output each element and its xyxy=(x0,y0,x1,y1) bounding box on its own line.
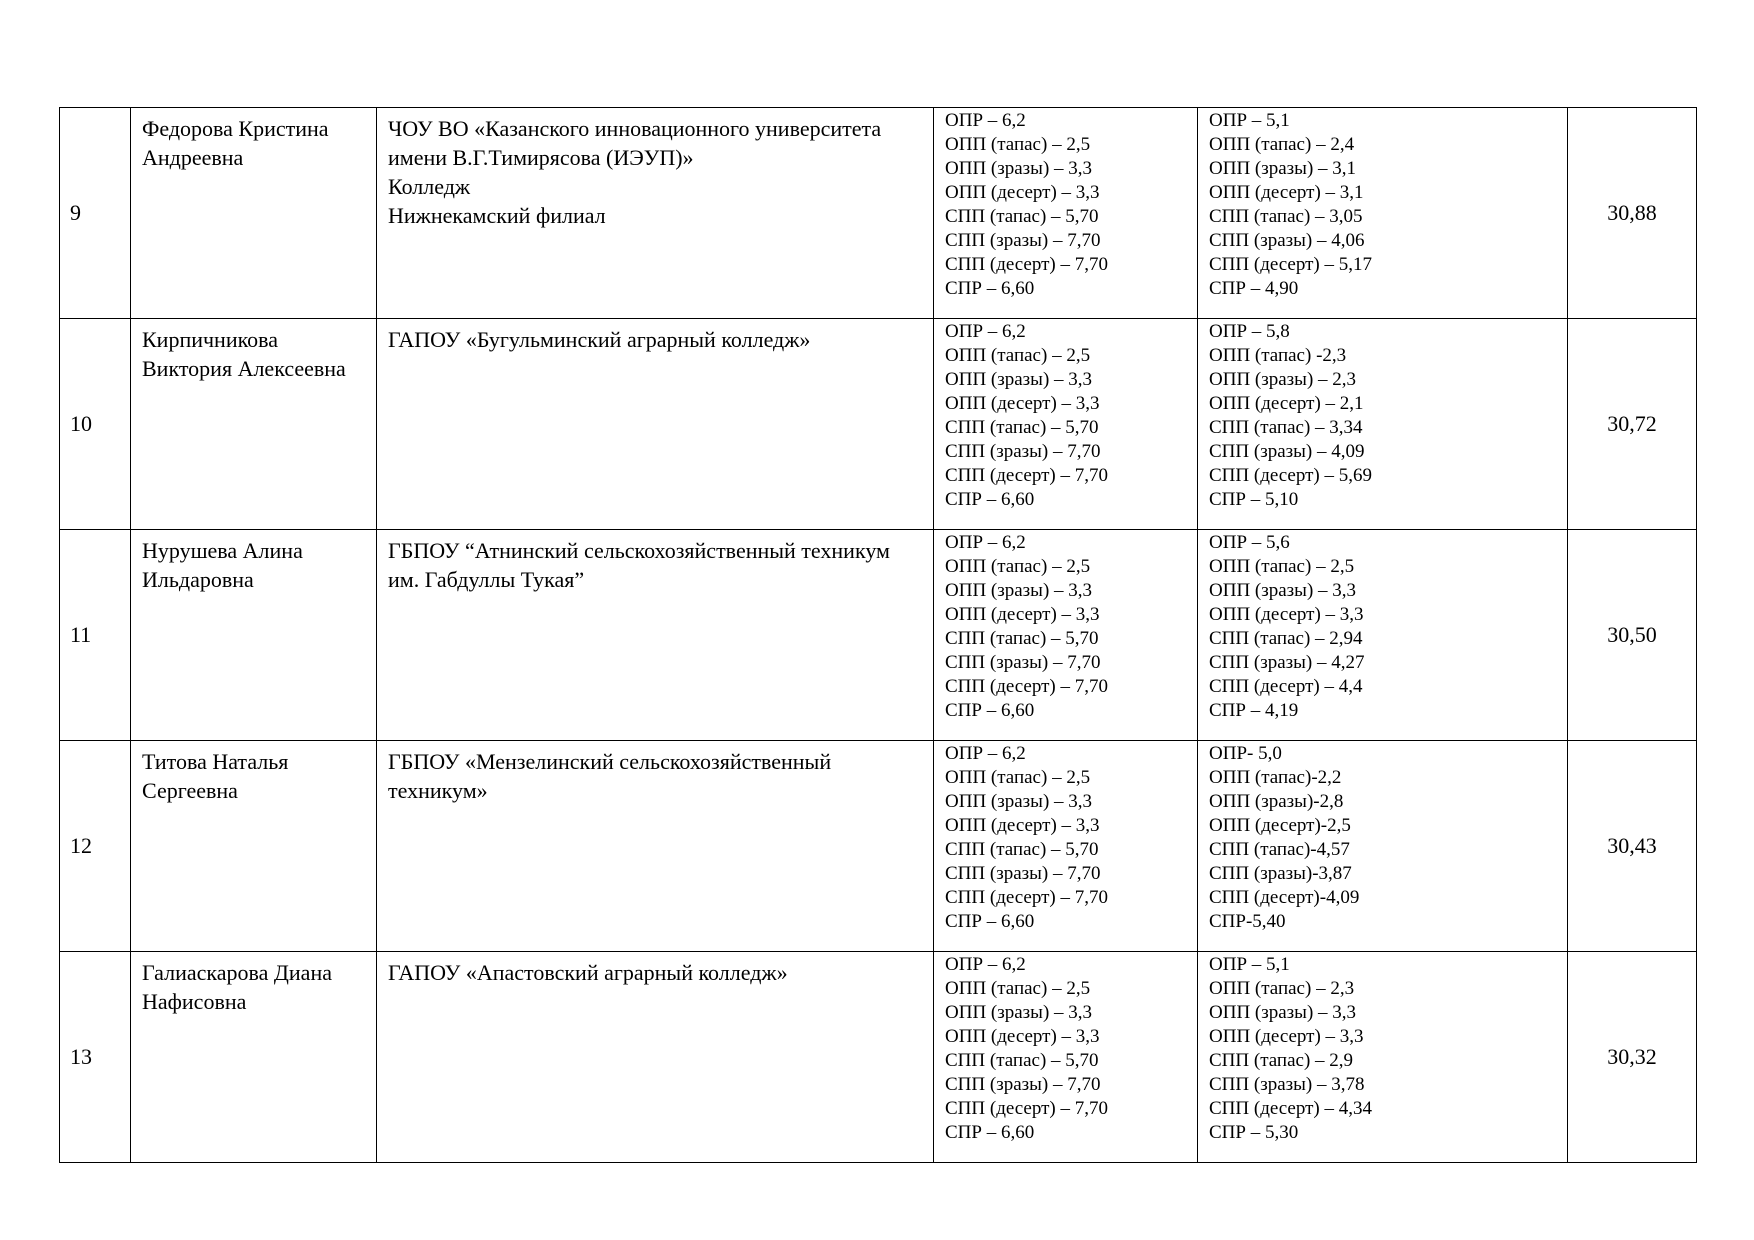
score-item: ОПП (тапас) – 2,4 xyxy=(1209,134,1355,155)
score-item: СПП (зразы) – 4,09 xyxy=(1209,441,1365,462)
max-scores-cell xyxy=(934,741,1198,952)
score-item: ОПП (зразы) – 3,1 xyxy=(1209,158,1357,179)
max-score-item: СПР – 6,60 xyxy=(945,1122,1035,1143)
max-score-item: ОПР – 6,2 xyxy=(945,321,1026,342)
participant-name: Титова Наталья Сергеевна xyxy=(131,741,377,952)
total-score-cell xyxy=(1568,530,1697,741)
score-item: СПП (зразы) – 4,06 xyxy=(1209,230,1365,251)
max-score-item: СПП (тапас) – 5,70 xyxy=(945,1050,1099,1071)
participant-name: Нурушева Алина Ильдаровна xyxy=(131,530,377,741)
max-score-item: ОПП (тапас) – 2,5 xyxy=(945,767,1091,788)
max-score-item: ОПП (десерт) – 3,3 xyxy=(945,604,1100,625)
score-item: ОПП (десерт) – 3,3 xyxy=(1209,604,1364,625)
institution-cell xyxy=(377,108,934,319)
institution-line: ГБПОУ “Атнинский сельскохозяйственный техникум им. Габдуллы Тукая” xyxy=(388,538,890,592)
max-score-item: СПП (зразы) – 7,70 xyxy=(945,230,1101,251)
score-item: СПП (зразы) – 3,78 xyxy=(1209,1074,1365,1095)
score-item: СПР – 5,30 xyxy=(1209,1122,1299,1143)
max-score-item: СПР – 6,60 xyxy=(945,489,1035,510)
table-row xyxy=(60,952,1697,1163)
score-item: ОПР – 5,1 xyxy=(1209,110,1290,131)
max-score-item: ОПП (тапас) – 2,5 xyxy=(945,134,1091,155)
score-item: ОПП (десерт)-2,5 xyxy=(1209,815,1351,836)
max-score-item: ОПП (тапас) – 2,5 xyxy=(945,556,1091,577)
max-score-item: СПР – 6,60 xyxy=(945,278,1035,299)
total-score: 30,43 xyxy=(1607,833,1657,858)
scores-cell xyxy=(1198,952,1568,1163)
institution-cell xyxy=(377,319,934,530)
table-row xyxy=(60,530,1697,741)
table-row xyxy=(60,741,1697,952)
participant-number: 10 xyxy=(60,319,131,530)
max-score-item: СПП (зразы) – 7,70 xyxy=(945,652,1101,673)
max-score-item: СПП (десерт) – 7,70 xyxy=(945,676,1108,697)
max-scores-cell xyxy=(934,952,1198,1163)
score-item: ОПР – 5,6 xyxy=(1209,532,1290,553)
score-item: СПП (тапас) – 3,05 xyxy=(1209,206,1363,227)
score-item: ОПП (зразы) – 3,3 xyxy=(1209,580,1357,601)
score-item: СПР – 4,90 xyxy=(1209,278,1299,299)
participant-number: 13 xyxy=(60,952,131,1163)
max-score-item: СПР – 6,60 xyxy=(945,700,1035,721)
score-item: СПП (зразы) – 4,27 xyxy=(1209,652,1365,673)
score-item: ОПР- 5,0 xyxy=(1209,743,1282,764)
participant-number: 12 xyxy=(60,741,131,952)
institution-line: ГАПОУ «Бугульминский аграрный колледж» xyxy=(388,327,811,352)
max-score-item: ОПП (тапас) – 2,5 xyxy=(945,978,1091,999)
score-item: СПП (десерт) – 5,17 xyxy=(1209,254,1372,275)
max-score-item: СПП (десерт) – 7,70 xyxy=(945,887,1108,908)
scores-cell xyxy=(1198,319,1568,530)
score-item: СПР – 5,10 xyxy=(1209,489,1299,510)
max-score-item: ОПП (зразы) – 3,3 xyxy=(945,580,1093,601)
max-score-item: ОПП (зразы) – 3,3 xyxy=(945,369,1093,390)
max-score-item: ОПП (тапас) – 2,5 xyxy=(945,345,1091,366)
max-scores-cell xyxy=(934,530,1198,741)
score-item: СПП (десерт) – 4,4 xyxy=(1209,676,1363,697)
institution-line: Нижнекамский филиал xyxy=(388,203,606,228)
score-item: ОПР – 5,8 xyxy=(1209,321,1290,342)
participant-name: Кирпичникова Виктория Алексеевна xyxy=(131,319,377,530)
max-score-item: СПП (тапас) – 5,70 xyxy=(945,628,1099,649)
score-item: ОПП (тапас) – 2,5 xyxy=(1209,556,1355,577)
score-item: ОПП (десерт) – 2,1 xyxy=(1209,393,1364,414)
max-score-item: СПП (тапас) – 5,70 xyxy=(945,206,1099,227)
total-score: 30,50 xyxy=(1607,622,1657,647)
score-item: ОПП (десерт) – 3,1 xyxy=(1209,182,1364,203)
total-score: 30,88 xyxy=(1607,200,1657,225)
total-score-cell xyxy=(1568,108,1697,319)
max-score-item: СПР – 6,60 xyxy=(945,911,1035,932)
score-item: ОПП (зразы)-2,8 xyxy=(1209,791,1344,812)
results-table-body xyxy=(60,108,1697,1163)
total-score-cell xyxy=(1568,319,1697,530)
total-score: 30,32 xyxy=(1607,1044,1657,1069)
score-item: СПП (тапас) – 2,9 xyxy=(1209,1050,1354,1071)
max-score-item: ОПП (десерт) – 3,3 xyxy=(945,1026,1100,1047)
max-score-item: ОПР – 6,2 xyxy=(945,110,1026,131)
max-score-item: ОПП (зразы) – 3,3 xyxy=(945,158,1093,179)
institution-line: ГАПОУ «Апастовский аграрный колледж» xyxy=(388,960,788,985)
score-item: ОПП (тапас) -2,3 xyxy=(1209,345,1347,366)
participant-number: 9 xyxy=(60,108,131,319)
institution-cell xyxy=(377,952,934,1163)
institution-line: Колледж xyxy=(388,174,471,199)
score-item: СПП (десерт) – 4,34 xyxy=(1209,1098,1372,1119)
institution-cell xyxy=(377,530,934,741)
score-item: ОПП (тапас) – 2,3 xyxy=(1209,978,1355,999)
max-score-item: СПП (десерт) – 7,70 xyxy=(945,465,1108,486)
participant-name: Федорова Кристина Андреевна xyxy=(131,108,377,319)
max-scores-cell xyxy=(934,319,1198,530)
institution-line: ЧОУ ВО «Казанского инновационного университета имени В.Г.Тимирясова (ИЭУП)» xyxy=(388,116,882,170)
max-scores-cell xyxy=(934,108,1198,319)
score-item: ОПП (зразы) – 3,3 xyxy=(1209,1002,1357,1023)
results-table xyxy=(59,107,1697,1163)
score-item: ОПР – 5,1 xyxy=(1209,954,1290,975)
total-score-cell xyxy=(1568,952,1697,1163)
score-item: ОПП (тапас)-2,2 xyxy=(1209,767,1342,788)
score-item: СПП (тапас)-4,57 xyxy=(1209,839,1350,860)
max-score-item: СПП (тапас) – 5,70 xyxy=(945,839,1099,860)
score-item: ОПП (зразы) – 2,3 xyxy=(1209,369,1357,390)
score-item: СПР – 4,19 xyxy=(1209,700,1299,721)
max-score-item: ОПП (зразы) – 3,3 xyxy=(945,791,1093,812)
score-item: СПП (тапас) – 2,94 xyxy=(1209,628,1363,649)
score-item: СПП (десерт) – 5,69 xyxy=(1209,465,1372,486)
scores-cell xyxy=(1198,108,1568,319)
institution-cell xyxy=(377,741,934,952)
max-score-item: ОПР – 6,2 xyxy=(945,532,1026,553)
max-score-item: СПП (десерт) – 7,70 xyxy=(945,1098,1108,1119)
max-score-item: ОПП (десерт) – 3,3 xyxy=(945,815,1100,836)
scores-cell xyxy=(1198,741,1568,952)
score-item: СПП (зразы)-3,87 xyxy=(1209,863,1352,884)
score-item: СПП (тапас) – 3,34 xyxy=(1209,417,1363,438)
participant-name: Галиаскарова Диана Нафисовна xyxy=(131,952,377,1163)
max-score-item: СПП (зразы) – 7,70 xyxy=(945,1074,1101,1095)
max-score-item: ОПР – 6,2 xyxy=(945,954,1026,975)
score-item: СПП (десерт)-4,09 xyxy=(1209,887,1360,908)
score-item: СПР-5,40 xyxy=(1209,911,1286,932)
scores-cell xyxy=(1198,530,1568,741)
max-score-item: СПП (десерт) – 7,70 xyxy=(945,254,1108,275)
max-score-item: СПП (зразы) – 7,70 xyxy=(945,441,1101,462)
max-score-item: ОПП (десерт) – 3,3 xyxy=(945,393,1100,414)
max-score-item: ОПП (десерт) – 3,3 xyxy=(945,182,1100,203)
total-score: 30,72 xyxy=(1607,411,1657,436)
institution-line: ГБПОУ «Мензелинский сельскохозяйственный техникум» xyxy=(388,749,832,803)
total-score-cell xyxy=(1568,741,1697,952)
participant-number: 11 xyxy=(60,530,131,741)
score-item: ОПП (десерт) – 3,3 xyxy=(1209,1026,1364,1047)
max-score-item: СПП (зразы) – 7,70 xyxy=(945,863,1101,884)
max-score-item: ОПР – 6,2 xyxy=(945,743,1026,764)
max-score-item: ОПП (зразы) – 3,3 xyxy=(945,1002,1093,1023)
table-row xyxy=(60,319,1697,530)
table-row xyxy=(60,108,1697,319)
max-score-item: СПП (тапас) – 5,70 xyxy=(945,417,1099,438)
